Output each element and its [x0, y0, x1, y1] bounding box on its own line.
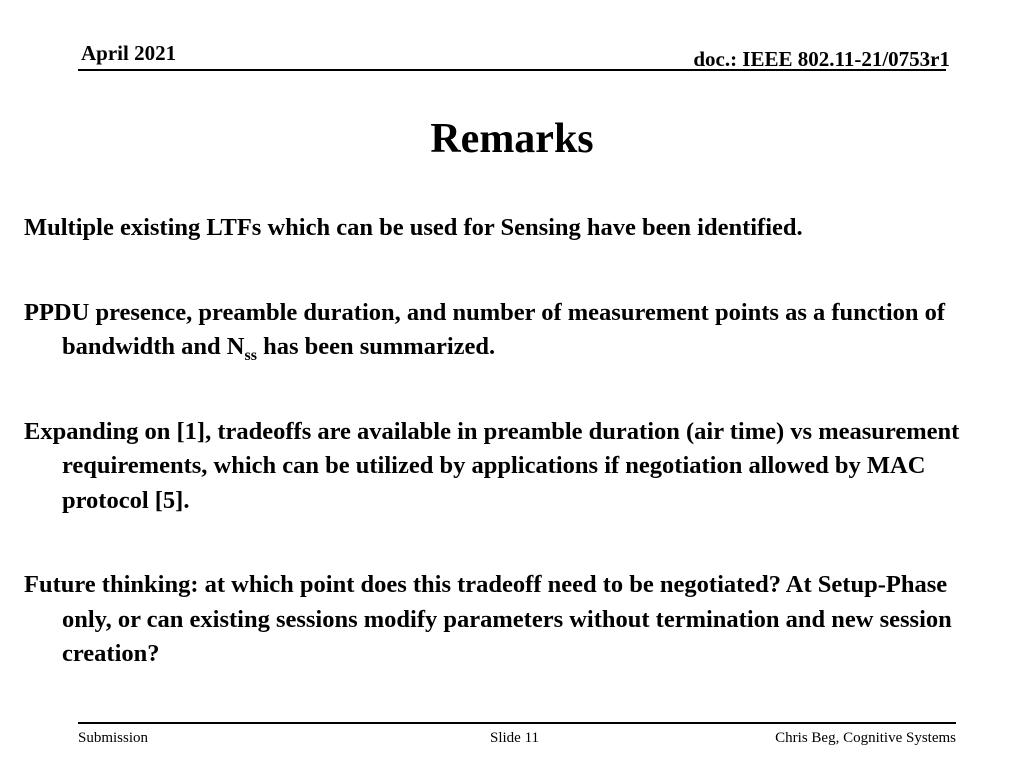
footer-author: Chris Beg, Cognitive Systems — [775, 730, 956, 746]
bullet-ppdu-text: PPDU presence, preamble duration, and number of measurement points as a function of bandwidth and N — [24, 298, 946, 360]
header-date: April 2021 — [81, 41, 177, 65]
footer-divider — [78, 722, 956, 724]
footer-slide-number: Slide 11 — [490, 730, 540, 746]
bullet-ltfs-identified: Multiple existing LTFs which can be used for Sensing have been identified. — [24, 214, 803, 241]
nss-subscript: ss — [244, 347, 257, 364]
bullet-ppdu-text-end: has been summarized. — [256, 333, 496, 360]
header-divider — [78, 69, 946, 71]
bullet-future-thinking: Future thinking: at which point does this tradeoff need to be negotiated? At Setup-Phase only, or can existing sessions modify parameters without termination and new session creation? — [24, 571, 952, 667]
slide-title: Remarks — [430, 116, 594, 162]
footer-submission: Submission — [78, 730, 149, 746]
slide-body — [24, 211, 984, 672]
bullet-ppdu-summary — [24, 296, 984, 365]
header-document-id: doc.: IEEE 802.11-21/0753r1 — [693, 47, 950, 71]
bullet-tradeoffs: Expanding on [1], tradeoffs are available in preamble duration (air time) vs measurement requirements, which can be utilized by applications if negotiation allowed by MAC protocol [5]. — [24, 417, 960, 514]
